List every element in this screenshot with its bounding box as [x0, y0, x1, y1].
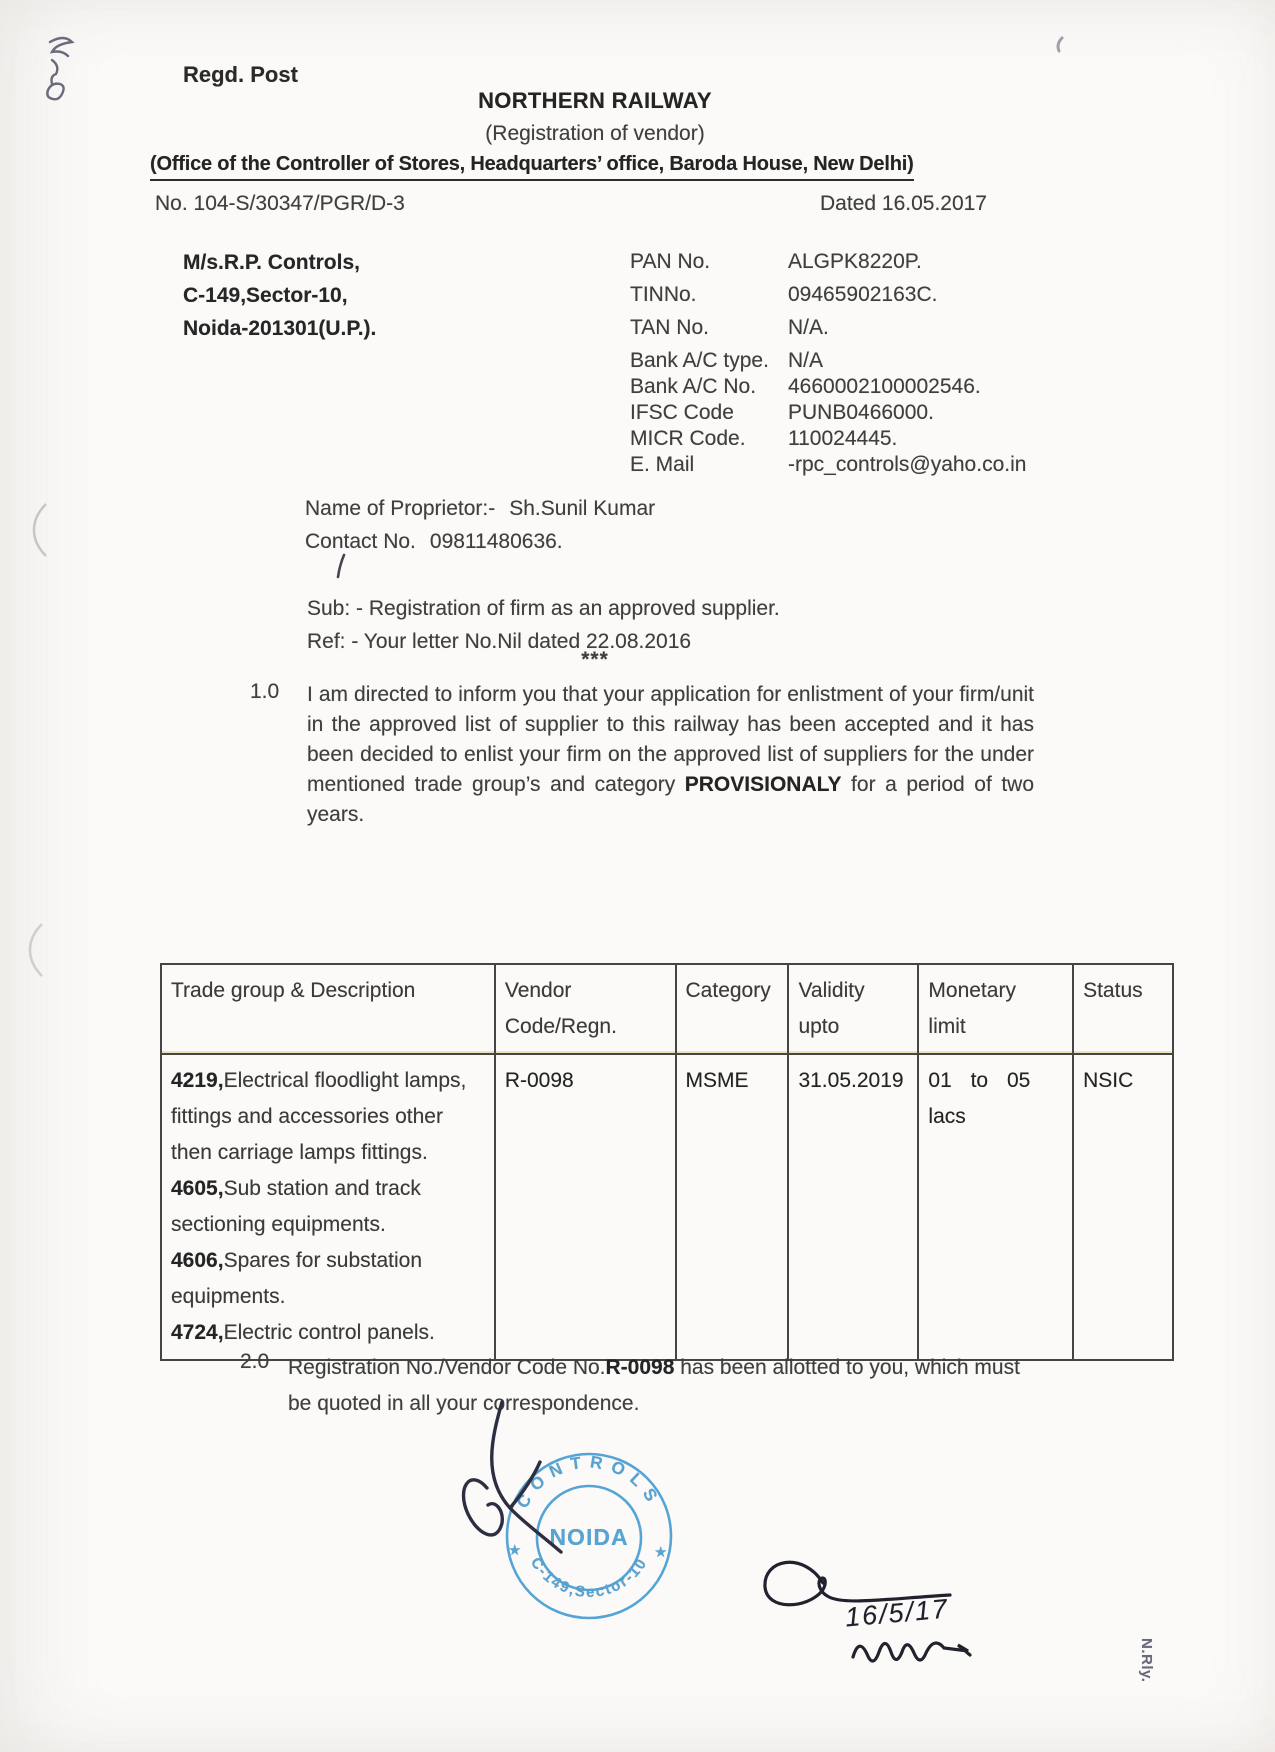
stamp-top-arc-text: CONTROLS	[512, 1452, 666, 1512]
contact-label: Contact No.	[305, 530, 416, 553]
proprietor-name: Sh.Sunil Kumar	[509, 497, 656, 520]
letter-ref-number: No. 104-S/30347/PGR/D-3	[155, 192, 405, 215]
addressee-block	[183, 246, 376, 345]
trade-group-code: 4724,	[171, 1321, 224, 1344]
trade-group-code: 4605,	[171, 1177, 224, 1200]
trade-group-item	[171, 1171, 485, 1243]
detail-row-tan	[630, 316, 1026, 340]
paragraph-text-before: Registration No./Vendor Code No.	[288, 1356, 606, 1379]
detail-row-email	[630, 453, 1026, 477]
detail-label: MICR Code.	[630, 427, 746, 450]
addressee-street: C-149,Sector-10,	[183, 284, 348, 307]
stamp-star-left-icon: ★	[508, 1542, 522, 1559]
monetary-limit-cell	[918, 1054, 1073, 1360]
header-monetary-limit	[918, 964, 1073, 1054]
detail-value: 09465902163C.	[788, 283, 938, 306]
detail-value: -rpc_controls@yaho.co.in	[788, 453, 1027, 476]
addressee-city: Noida-201301(U.P.).	[183, 317, 377, 340]
scan-artifact-left-lower	[18, 920, 48, 980]
header-vendor-code	[495, 964, 676, 1054]
detail-row-micr	[630, 427, 1026, 451]
detail-label: Bank A/C No.	[630, 375, 757, 398]
header-line: Monetary	[928, 979, 1016, 1002]
trade-group-text: Spares for substation equipments.	[171, 1249, 423, 1308]
header-trade-group	[161, 964, 495, 1054]
detail-row-account-type	[630, 349, 1026, 373]
paragraph-text	[307, 680, 1034, 830]
handwritten-date: 16/5/17	[843, 1593, 951, 1633]
scan-speck-top-right	[1052, 36, 1066, 54]
detail-value: ALGPK8220P.	[788, 250, 922, 273]
detail-row-pan	[630, 250, 1026, 274]
detail-label: TINNo.	[630, 283, 697, 306]
detail-value: 110024445.	[788, 427, 898, 450]
org-title: NORTHERN RAILWAY	[478, 88, 712, 113]
proprietor-label: Name of Proprietor:-	[305, 497, 496, 520]
paragraph-text-before: I am directed to inform you that your application for enlistment of your firm/unit in the approved list of supplier to this railway has been accepted and it has been decided to enlist your firm on the approved list of suppliers for the under mentioned trade group’s and category	[307, 683, 1034, 796]
margin-vertical-note: N.Rly.	[1138, 1638, 1155, 1683]
detail-row-account-no	[630, 375, 1026, 399]
paragraph-number: 1.0	[250, 680, 280, 703]
header-status	[1073, 964, 1173, 1054]
detail-label: PAN No.	[630, 250, 711, 273]
detail-label: E. Mail	[630, 453, 695, 476]
header-line: limit	[928, 1015, 966, 1038]
postage-label: Regd. Post	[183, 62, 298, 87]
header-line: Code/Regn.	[504, 1015, 617, 1038]
separator-stars: ***	[581, 648, 609, 671]
paragraph-number: 2.0	[240, 1350, 270, 1373]
table-header-row	[161, 964, 1173, 1054]
subject-line: Sub: - Registration of firm as an approved supplier.	[307, 597, 780, 620]
vendor-details-block	[630, 250, 1026, 479]
trade-group-cell	[161, 1054, 495, 1360]
contact-number: 09811480636.	[429, 530, 563, 553]
trade-group-text: Electrical floodlight lamps, fittings and accessories other then carriage lamps fittings.	[171, 1069, 467, 1164]
trade-group-code: 4219,	[171, 1069, 224, 1092]
stamp-star-right-icon: ★	[654, 1544, 668, 1561]
header-line: Trade group & Description	[171, 979, 416, 1002]
vendor-code-cell: R-0098	[495, 1054, 676, 1360]
trade-group-item	[171, 1243, 485, 1315]
org-subtitle: (Registration of vendor)	[485, 122, 705, 145]
validity-cell: 31.05.2019	[788, 1054, 918, 1360]
header-line: Category	[685, 979, 771, 1002]
header-validity	[788, 964, 918, 1054]
scan-artifact-left-upper	[22, 500, 52, 560]
proprietor-line	[305, 492, 655, 525]
signature-over-stamp	[440, 1392, 625, 1577]
detail-label: Bank A/C type.	[630, 349, 769, 372]
trade-group-code: 4606,	[171, 1249, 224, 1272]
trade-group-item	[171, 1315, 485, 1351]
proprietor-block	[305, 492, 655, 558]
detail-label: TAN No.	[630, 316, 709, 339]
paragraph-bold-word: PROVISIONALY	[684, 773, 842, 796]
paragraph-text-after: has been allotted to you, which must be quoted in all your correspondence.	[288, 1356, 1020, 1415]
paragraph-text-after: for a period of two years.	[307, 773, 1034, 826]
addressee-firm: M/s.R.P. Controls,	[183, 251, 360, 274]
detail-row-tin	[630, 283, 1026, 307]
monetary-limit-range: 01 to 05	[928, 1069, 1031, 1092]
trade-group-item	[171, 1063, 485, 1171]
status-cell: NSIC	[1073, 1054, 1173, 1360]
detail-value: N/A.	[788, 316, 829, 339]
header-category	[676, 964, 789, 1054]
header-line: Status	[1083, 979, 1143, 1002]
paragraph-bold-code: R-0098	[605, 1356, 675, 1379]
trade-group-text: Electric control panels.	[223, 1321, 435, 1344]
header-line: Vendor	[504, 979, 572, 1002]
detail-value: 4660002100002546.	[788, 375, 981, 398]
trade-group-text: Sub station and track sectioning equipments.	[171, 1177, 421, 1236]
detail-value: N/A	[788, 349, 824, 372]
stamp-center-text: NOIDA	[549, 1524, 629, 1550]
category-cell: MSME	[676, 1054, 789, 1360]
letter-date: Dated 16.05.2017	[820, 192, 987, 215]
detail-row-ifsc	[630, 401, 1026, 425]
contact-line	[305, 525, 655, 558]
detail-label: IFSC Code	[630, 401, 734, 424]
vendor-registration-table	[160, 963, 1174, 1361]
monetary-limit-unit: lacs	[928, 1105, 966, 1128]
table-data-row	[161, 1054, 1173, 1360]
paragraph-text	[288, 1350, 1040, 1422]
ref-date-row	[155, 192, 987, 216]
paragraph-1	[250, 680, 1034, 830]
office-line: (Office of the Controller of Stores, Headquarters’ office, Baroda House, New Delhi)	[150, 153, 914, 181]
header-line: upto	[798, 1015, 840, 1038]
header-line: Validity	[798, 979, 865, 1002]
paragraph-2	[240, 1350, 1040, 1422]
stamp-bottom-arc-text: C-149,Sector-10	[526, 1554, 652, 1602]
reference-line: Ref: - Your letter No.Nil dated 22.08.2016	[307, 630, 692, 653]
detail-value: PUNB0466000.	[788, 401, 934, 424]
